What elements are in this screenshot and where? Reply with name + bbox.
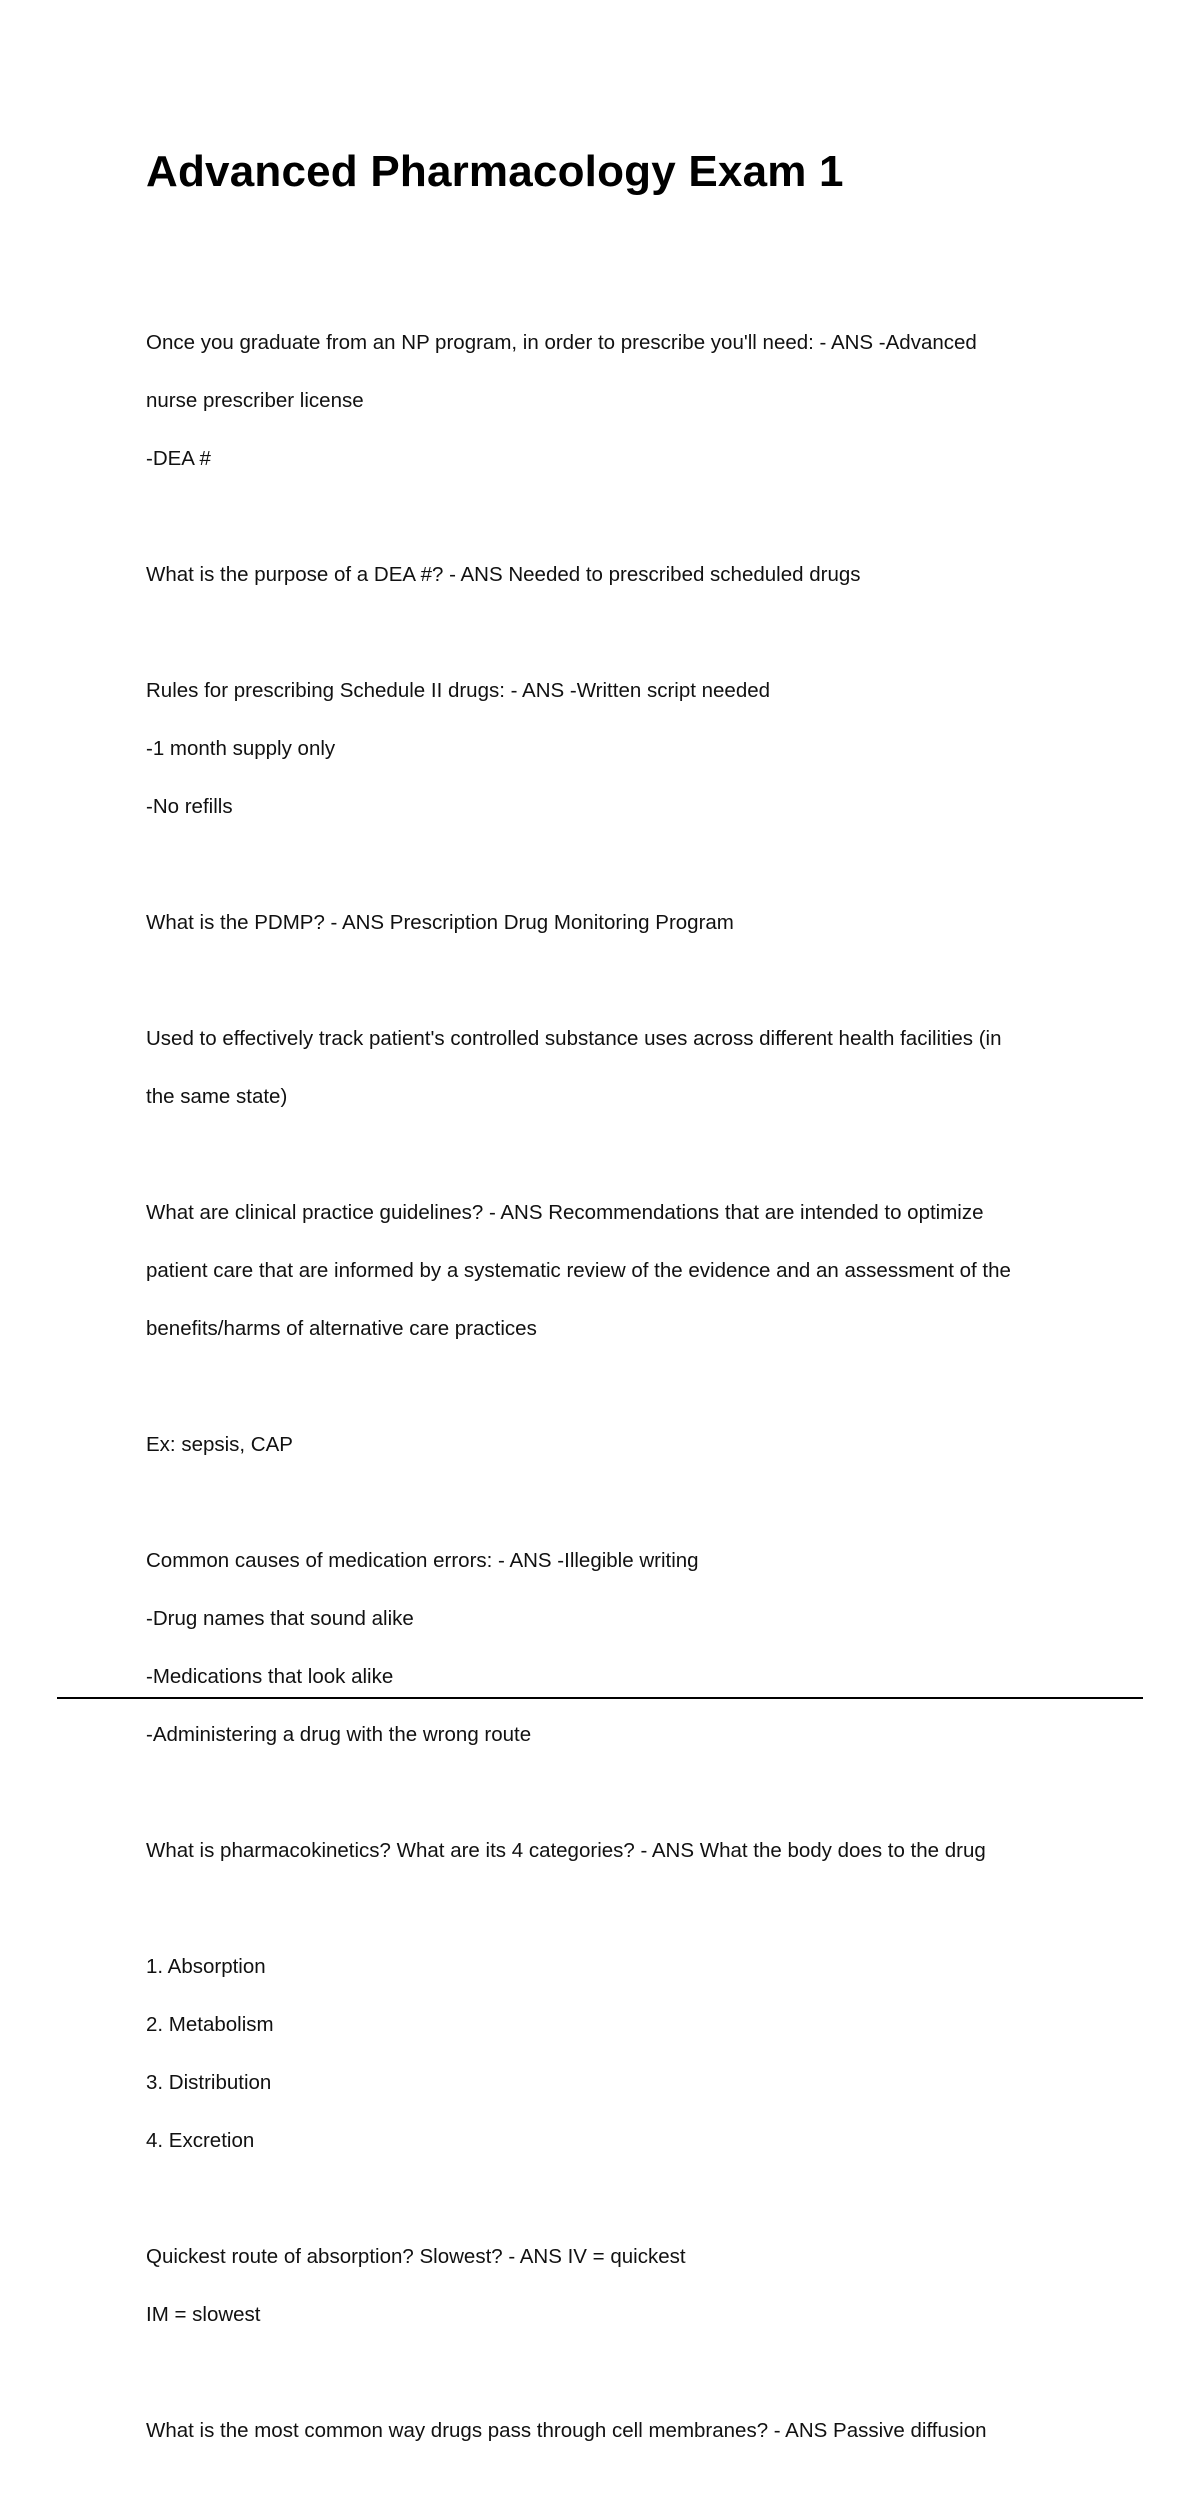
qa-item-clinical-guidelines — [146, 1169, 1096, 1372]
text-line: -Medications that look alike — [146, 1665, 394, 1688]
qa-item-schedule-ii-rules — [146, 647, 1096, 850]
qa-item-membrane-passage — [146, 2387, 1096, 2474]
text-line: IM = slowest — [146, 2303, 261, 2326]
text-line: Quickest route of absorption? Slowest? - ANS IV = quickest — [146, 2245, 686, 2268]
list-item: 3. Distribution — [146, 2071, 272, 2094]
text-line: -1 month supply only — [146, 737, 336, 760]
document-body — [146, 299, 1096, 2503]
text-line: -DEA # — [146, 447, 211, 470]
text-line: Rules for prescribing Schedule II drugs: - ANS -Written script needed — [146, 679, 771, 702]
text-line: Common causes of medication errors: - ANS -Illegible writing — [146, 1549, 699, 1572]
numbered-list-pk-categories — [146, 1923, 1096, 2184]
text-line: -No refills — [146, 795, 233, 818]
qa-item-prescribe-requirements — [146, 299, 1096, 502]
text-line: Ex: sepsis, CAP — [146, 1433, 293, 1456]
text-line: What are clinical practice guidelines? - ANS Recommendations that are intended to optimize — [146, 1201, 984, 1224]
text-block-pdmp-use — [146, 995, 1096, 1140]
qa-item-pdmp — [146, 879, 1096, 966]
text-line: -Administering a drug with the wrong route — [146, 1723, 532, 1746]
qa-item-pharmacokinetics — [146, 1807, 1096, 1894]
text-line: What is the most common way drugs pass through cell membranes? - ANS Passive diffusion — [146, 2419, 987, 2442]
qa-item-absorption-routes — [146, 2213, 1096, 2358]
text-line: the same state) — [146, 1085, 288, 1108]
qa-item-medication-errors — [146, 1517, 1096, 1778]
text-line: nurse prescriber license — [146, 389, 364, 412]
text-line: -Drug names that sound alike — [146, 1607, 414, 1630]
list-item: 2. Metabolism — [146, 2013, 274, 2036]
text-line: Once you graduate from an NP program, in order to prescribe you'll need: - ANS -Advanced — [146, 331, 977, 354]
list-item: 1. Absorption — [146, 1955, 266, 1978]
footer-divider — [57, 1697, 1143, 1699]
text-line: What is the purpose of a DEA #? - ANS Needed to prescribed scheduled drugs — [146, 563, 861, 586]
text-line: What is pharmacokinetics? What are its 4 categories? - ANS What the body does to the drug — [146, 1839, 986, 1862]
qa-item-dea-purpose — [146, 531, 1096, 618]
text-line: Used to effectively track patient's controlled substance uses across different health facilities (in — [146, 1027, 1002, 1050]
text-block-guideline-examples — [146, 1401, 1096, 1488]
list-item: 4. Excretion — [146, 2129, 255, 2152]
text-line: patient care that are informed by a systematic review of the evidence and an assessment of the — [146, 1259, 1011, 1282]
text-line: What is the PDMP? - ANS Prescription Drug Monitoring Program — [146, 911, 734, 934]
text-line: benefits/harms of alternative care practices — [146, 1317, 537, 1340]
document-title: Advanced Pharmacology Exam 1 — [146, 147, 844, 196]
